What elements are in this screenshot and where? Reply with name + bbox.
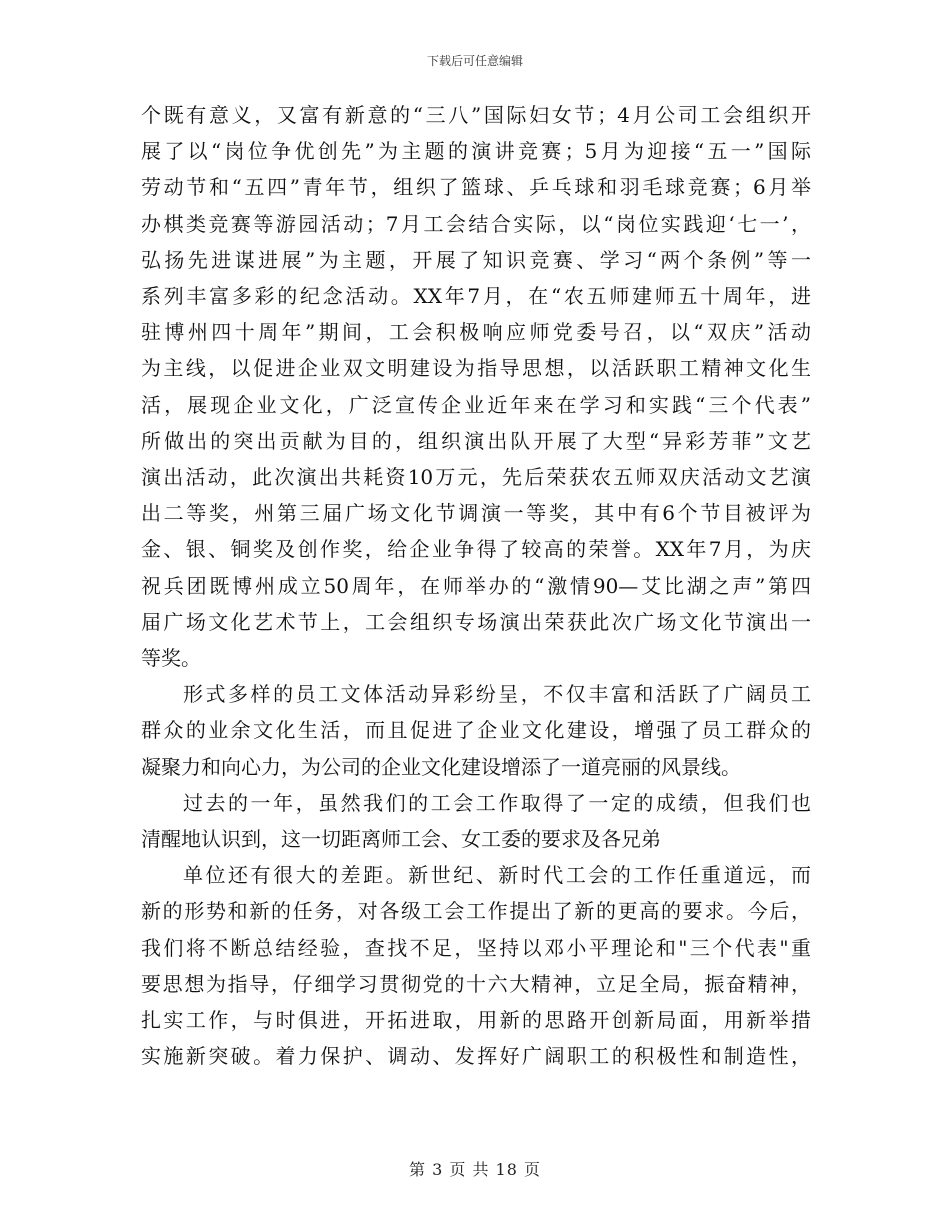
- text-line: 形式多样的员工文体活动异彩纷呈，不仅丰富和活跃了广阔员工: [183, 682, 811, 707]
- text-line: 弘扬先进谋进展”为主题，开展了知识竞赛、学习“两个条例”等一: [141, 247, 811, 272]
- text-line: 为主线，以促进企业双文明建设为指导思想，以活跃职工精神文化生: [141, 356, 811, 381]
- text-line: 过去的一年，虽然我们的工会工作取得了一定的成绩，但我们也: [183, 790, 811, 815]
- paragraph-4: [141, 857, 811, 1074]
- text-line: 祝兵团既博州成立50周年，在师举办的“激情90—艾比湖之声”第四: [141, 573, 811, 598]
- paragraph-1: [141, 97, 811, 676]
- text-line: 扎实工作，与时俱进，开拓进取，用新的思路开创新局面，用新举措: [141, 1008, 811, 1033]
- text-line: 单位还有很大的差距。新世纪、新时代工会的工作任重道远，而: [183, 863, 811, 888]
- text-line: 展了以“岗位争优创先”为主题的演讲竞赛；5月为迎接“五一”国际: [141, 139, 811, 164]
- text-line: 系列丰富多彩的纪念活动。XX年7月，在“农五师建师五十周年，进: [141, 284, 811, 309]
- page-header: 下载后可任意编辑: [426, 54, 523, 68]
- text-line: 出二等奖，州第三届广场文化节调演一等奖，其中有6个节目被评为: [141, 501, 811, 526]
- text-line: 要思想为指导，仔细学习贯彻党的十六大精神，立足全局，振奋精神，: [141, 971, 811, 996]
- text-line: 实施新突破。着力保护、调动、发挥好广阔职工的积极性和制造性，: [141, 1044, 811, 1069]
- text-line: 清醒地认识到，这一切距离师工会、女工委的要求及各兄弟: [141, 827, 661, 852]
- paragraph-3: [141, 785, 811, 857]
- text-line: 个既有意义，又富有新意的“三八”国际妇女节；4月公司工会组织开: [141, 103, 811, 127]
- page-number-footer: 第 3 页 共 18 页: [409, 1160, 541, 1179]
- text-line: 办棋类竞赛等游园活动；7月工会结合实际，以“岗位实践迎‘七一’，: [141, 211, 811, 236]
- document-body: [141, 97, 811, 1074]
- text-line: 届广场文化艺术节上，工会组织专场演出荣获此次广场文化节演出一: [141, 609, 811, 634]
- text-line: 凝聚力和向心力，为公司的企业文化建设增添了一道亮丽的风景线。: [141, 754, 741, 779]
- text-line: 所做出的突出贡献为目的，组织演出队开展了大型“异彩芳菲”文艺: [141, 428, 811, 453]
- text-line: 我们将不断总结经验，查找不足，坚持以邓小平理论和"三个代表"重: [141, 935, 811, 960]
- text-line: 活，展现企业文化，广泛宣传企业近年来在学习和实践“三个代表”: [141, 392, 811, 417]
- text-line: 演出活动，此次演出共耗资10万元，先后荣获农五师双庆活动文艺演: [141, 465, 811, 490]
- paragraph-2: [141, 676, 811, 785]
- text-line: 驻博州四十周年”期间，工会积极响应师党委号召，以“双庆”活动: [141, 320, 811, 345]
- text-line: 等奖。: [141, 646, 201, 671]
- text-line: 新的形势和新的任务，对各级工会工作提出了新的更高的要求。今后，: [141, 899, 811, 924]
- text-line: 劳动节和“五四”青年节，组织了篮球、乒乓球和羽毛球竞赛；6月举: [141, 175, 811, 200]
- text-line: 群众的业余文化生活，而且促进了企业文化建设，增强了员工群众的: [141, 718, 811, 743]
- text-line: 金、银、铜奖及创作奖，给企业争得了较高的荣誉。XX年7月，为庆: [141, 537, 811, 562]
